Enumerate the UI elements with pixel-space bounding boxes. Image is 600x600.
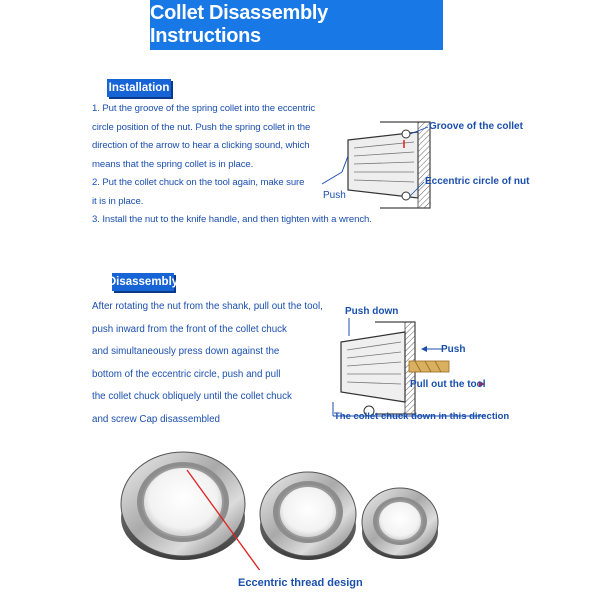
title-banner [150, 0, 443, 50]
installation-label: Installation [107, 79, 171, 97]
installation-line: means that the spring collet is in place. [92, 158, 254, 170]
disassembly-line: After rotating the nut from the shank, pull out the tool, [92, 301, 323, 312]
disassembly-line: push inward from the front of the collet chuck [92, 323, 287, 335]
pull-out-label: Pull out the tool [410, 379, 486, 390]
installation-line: it is in place. [92, 195, 144, 207]
groove-label: Groove of the collet [429, 121, 523, 132]
collet-nuts-photo [115, 440, 445, 570]
installation-line: 1. Put the groove of the spring collet into the eccentric [92, 103, 316, 114]
photo-caption: Eccentric thread design [238, 577, 363, 589]
installation-line: 3. Install the nut to the knife handle, and then tighten with a wrench. [92, 214, 372, 225]
installation-line: 2. Put the collet chuck on the tool again, make sure [92, 177, 305, 188]
disassembly-label: Disassembly [112, 273, 174, 291]
eccentric-circle-label: Eccentric circle of nut [425, 176, 530, 187]
disassembly-text [92, 296, 323, 432]
disassembly-line: bottom of the eccentric circle, push and pull [92, 368, 281, 380]
disassembly-push-label: Push [441, 344, 466, 355]
disassembly-line: and simultaneously press down against the [92, 346, 280, 358]
disassembly-line: and screw Cap disassembled [92, 413, 220, 425]
direction-label: The collet chuck down in this direction [334, 411, 510, 422]
disassembly-line: the collet chuck obliquely until the collet chuck [92, 391, 292, 403]
push-down-label: Push down [345, 306, 399, 317]
installation-line: direction of the arrow to hear a clicking sound, which [92, 140, 310, 151]
installation-line: circle position of the nut. Push the spring collet in the [92, 121, 311, 133]
page-title: Collet Disassembly Instructions [150, 2, 329, 47]
push-label: Push [323, 190, 346, 201]
disassembly-diagram [325, 318, 500, 423]
